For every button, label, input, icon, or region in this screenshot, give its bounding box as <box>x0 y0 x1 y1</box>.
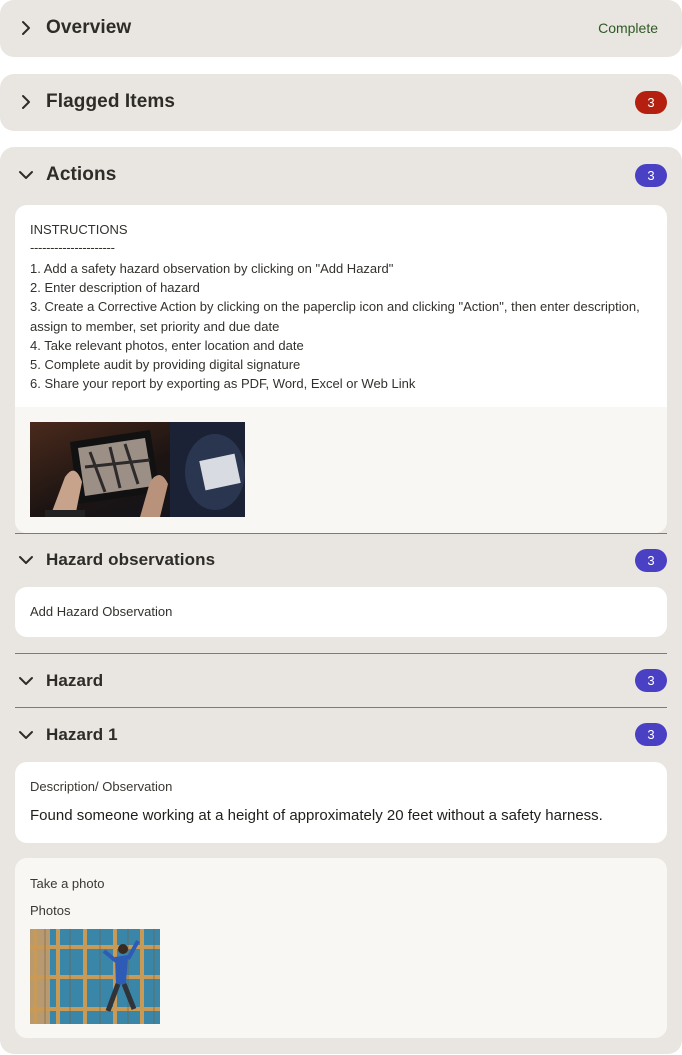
add-hazard-observation-label: Add Hazard Observation <box>30 604 173 619</box>
overview-header[interactable] <box>0 0 682 56</box>
hazard-title: Hazard <box>46 670 104 690</box>
instructions-media-area <box>15 407 667 533</box>
chevron-right-icon <box>17 19 35 37</box>
actions-title: Actions <box>46 164 117 185</box>
flagged-items-section <box>0 74 682 131</box>
instruction-step: 2. Enter description of hazard <box>30 280 200 296</box>
hazard-1-count-badge: 3 <box>635 723 667 746</box>
tablet-inspection-photo[interactable] <box>30 422 245 517</box>
overview-status: Complete <box>598 20 658 36</box>
photo-card <box>15 858 667 1038</box>
description-field[interactable] <box>15 762 667 843</box>
overview-section <box>0 0 682 57</box>
instruction-step: 4. Take relevant photos, enter location and date <box>30 337 304 353</box>
take-photo-button[interactable]: Take a photo <box>30 876 105 891</box>
hazard-observations-title: Hazard observations <box>46 550 216 569</box>
overview-title: Overview <box>46 17 132 38</box>
photos-label: Photos <box>30 903 71 918</box>
description-label: Description/ Observation <box>30 779 173 794</box>
instructions-card <box>15 205 667 533</box>
hazard-1-header[interactable] <box>0 708 682 761</box>
description-value: Found someone working at a height of approximately 20 feet without a safety harness. <box>30 807 603 824</box>
chevron-down-icon <box>17 726 35 744</box>
add-hazard-observation-button[interactable] <box>15 587 667 637</box>
instruction-step: 5. Complete audit by providing digital signature <box>30 357 301 373</box>
instruction-step: 6. Share your report by exporting as PDF, Word, Excel or Web Link <box>30 376 416 392</box>
instructions-heading: INSTRUCTIONS <box>30 222 128 237</box>
instruction-step: 1. Add a safety hazard observation by clicking on "Add Hazard" <box>30 261 394 276</box>
actions-count-badge: 3 <box>635 164 667 187</box>
scaffold-worker-photo[interactable] <box>30 929 160 1024</box>
hazard-1-title: Hazard 1 <box>46 724 118 744</box>
actions-section <box>0 147 682 1054</box>
flagged-items-title: Flagged Items <box>46 91 176 112</box>
hazard-header[interactable] <box>0 654 682 707</box>
chevron-right-icon <box>17 93 35 111</box>
actions-header[interactable] <box>0 147 682 203</box>
instructions-steps <box>30 259 653 393</box>
hazard-observations-header[interactable] <box>0 532 682 588</box>
flagged-count-badge: 3 <box>635 91 667 114</box>
chevron-down-icon <box>17 672 35 690</box>
chevron-down-icon <box>17 551 35 569</box>
flagged-items-header[interactable] <box>0 74 682 130</box>
chevron-down-icon <box>17 166 35 184</box>
hazard-observations-count-badge: 3 <box>635 549 667 572</box>
hazard-count-badge: 3 <box>635 669 667 692</box>
instructions-separator: --------------------- <box>30 240 115 255</box>
instruction-step: 3. Create a Corrective Action by clicking on the paperclip icon and clicking "Action", then enter description, assign to member, set priority and due date <box>30 299 640 334</box>
